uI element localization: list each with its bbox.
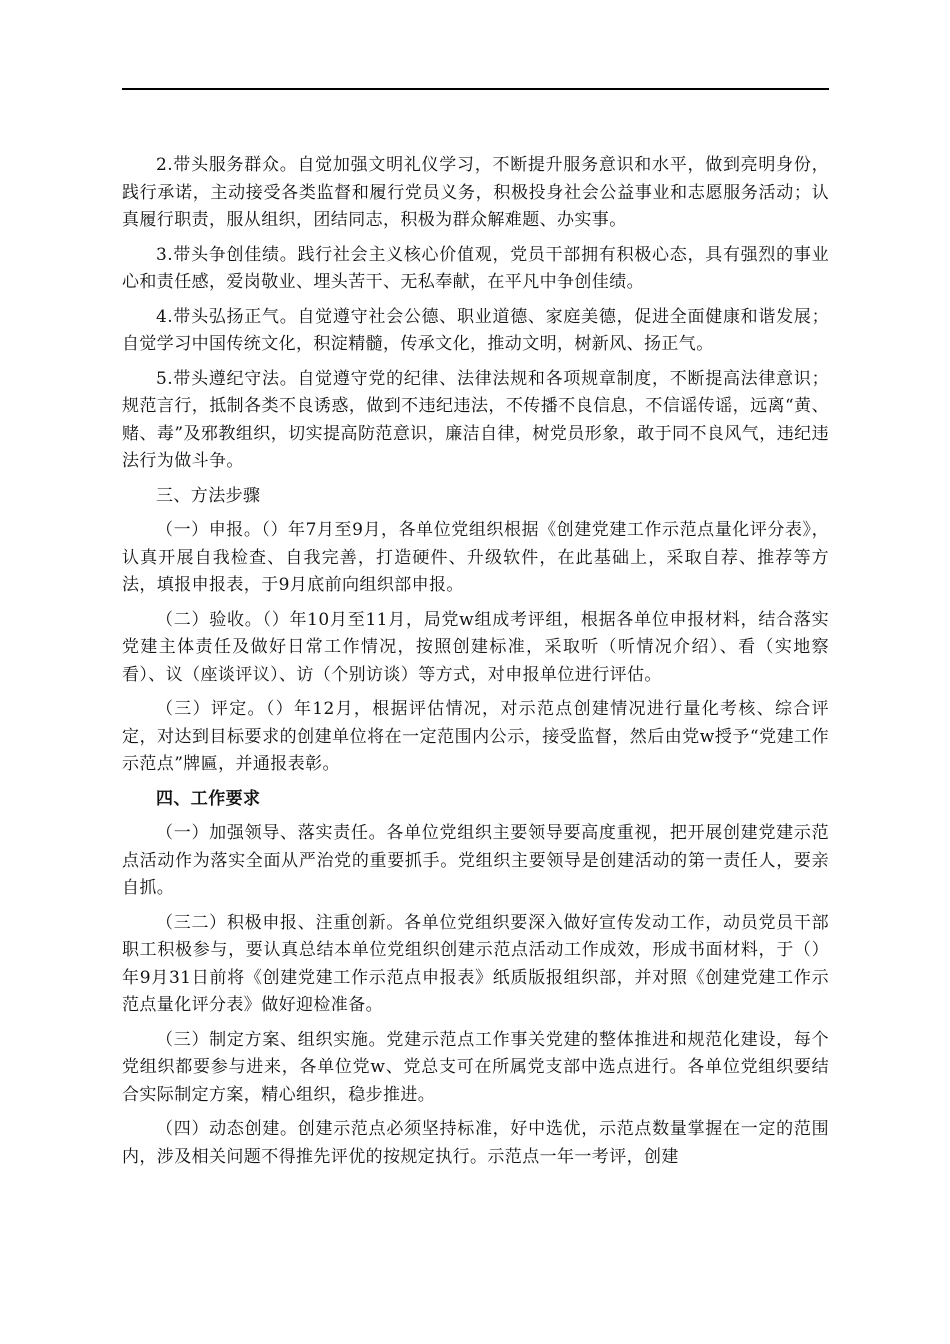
- paragraph-serve-masses: 2.带头服务群众。自觉加强文明礼仪学习，不断提升服务意识和水平，做到亮明身份，践行承诺，主动接受各类监督和履行党员义务，积极投身社会公益事业和志愿服务活动；认真履行职责，服从组织，团结同志，积极为群众解难题、办实事。: [122, 155, 829, 230]
- section-heading-methods: 三、方法步骤: [156, 485, 261, 506]
- paragraph-dynamic-creation: （四）动态创建。创建示范点必须坚持标准，好中选优，示范点数量掌握在一定的范围内，涉及相关问题不得推先评优的按规定执行。示范点一年一考评，创建: [122, 1119, 829, 1167]
- section-heading-requirements: 四、工作要求: [156, 788, 261, 809]
- paragraph-promote-integrity: 4.带头弘扬正气。自觉遵守社会公德、职业道德、家庭美德，促进全面健康和谐发展；自觉学习中国传统文化，积淀精髓，传承文化，推动文明，树新风、扬正气。: [122, 306, 829, 354]
- paragraph-leadership: （一）加强领导、落实责任。各单位党组织主要领导要高度重视，把开展创建党建示范点活动作为落实全面从严治党的重要抓手。党组织主要领导是创建活动的第一责任人，要亲自抓。: [122, 823, 829, 898]
- header-rule: [122, 88, 829, 90]
- paragraph-active-application: （三二）积极申报、注重创新。各单位党组织要深入做好宣传发动工作，动员党员干部职工积极参与，要认真总结本单位党组织创建示范点活动工作成效，形成书面材料，于（）年9月31日前将《创建党建工作示范点申报表》纸质版报组织部，并对照《创建党建工作示范点量化评分表》做好迎检准备。: [122, 912, 829, 1015]
- paragraph-acceptance: （二）验收。（）年10月至11月，局党w组成考评组，根据各单位申报材料，结合落实党建主体责任及做好日常工作情况，按照创建标准，采取听（听情况介绍）、看（实地察看）、议（座谈评议）、访（个别访谈）等方式，对申报单位进行评估。: [122, 609, 829, 685]
- paragraph-strive-achievements: 3.带头争创佳绩。践行社会主义核心价值观，党员干部拥有积极心态，具有强烈的事业心和责任感，爱岗敬业、埋头苦干、无私奉献，在平凡中争创佳绩。: [122, 244, 829, 292]
- paragraph-plan-implementation: （三）制定方案、组织实施。党建示范点工作事关党建的整体推进和规范化建设，每个党组织都要参与进来，各单位党w、党总支可在所属党支部中选点进行。各单位党组织要结合实际制定方案，精心组织，稳步推进。: [122, 1029, 829, 1105]
- paragraph-evaluation: （三）评定。（）年12月，根据评估情况，对示范点创建情况进行量化考核、综合评定，对达到目标要求的创建单位将在一定范围内公示，接受监督，然后由党w授予“党建工作示范点”牌匾，并通报表彰。: [122, 699, 829, 774]
- paragraph-abide-law: 5.带头遵纪守法。自觉遵守党的纪律、法律法规和各项规章制度，不断提高法律意识；规范言行，抵制各类不良诱惑，做到不违纪违法，不传播不良信息，不信谣传谣，远离“黄、赌、毒”及邪教组织，切实提高防范意识，廉洁自律，树党员形象，敢于同不良风气，违纪违法行为做斗争。: [122, 368, 829, 471]
- document-body: [122, 152, 829, 1178]
- paragraph-application: （一）申报。（）年7月至9月，各单位党组织根据《创建党建工作示范点量化评分表》，认真开展自我检查、自我完善，打造硬件、升级软件，在此基础上，采取自荐、推荐等方法，填报申报表，于9月底前向组织部申报。: [122, 520, 829, 595]
